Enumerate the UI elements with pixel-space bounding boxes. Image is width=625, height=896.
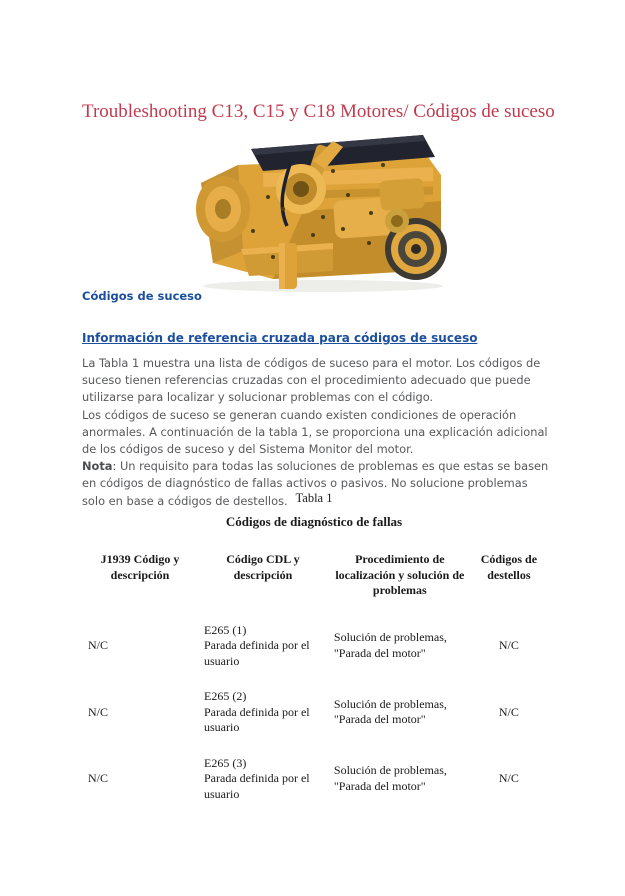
paragraph-1: La Tabla 1 muestra una lista de códigos de suceso para el motor. Los códigos de suceso tienen referencias cruzadas con el procedimiento adecuado que puede utilizarse para localizar y solucionar problemas con el código. [82,356,541,405]
cell-flash-code: N/C [498,638,519,652]
table-caption: Tabla 1 [295,491,333,505]
cell-flash-code: N/C [498,704,519,719]
nota-label: Nota [82,459,113,474]
table-title: Códigos de diagnóstico de fallas [225,514,403,529]
column-header-j1939: J1939 Código y descripción [100,552,180,582]
table-row [82,681,546,748]
cdl-code: E265 (1) [204,622,247,637]
column-header-procedure: Procedimiento de localización y solución de problemas [335,552,465,597]
paragraph-2: Los códigos de suceso se generan cuando existen condiciones de operación anormales. A continuación de la tabla 1, se proporciona una explicación adicional de los códigos de suceso y del Sistema Monitor del motor. [82,407,548,457]
cell-flash-code: N/C [498,771,519,785]
cdl-code: E265 (3) [204,755,247,770]
cdl-description: Parada definida por el usuario [204,771,310,801]
page-title: Troubleshooting C13, C15 y C18 Motores/ Códigos de suceso [82,101,555,122]
cell-j1939: N/C [88,638,109,652]
section-heading-codigos-de-suceso: Códigos de suceso [82,289,202,303]
engine-image [183,131,455,294]
table-header-row [82,548,546,615]
cell-cdl [198,748,328,815]
cdl-description: Parada definida por el usuario [204,704,310,734]
fault-codes-table [82,548,546,814]
cell-cdl [198,615,328,682]
cell-j1939: N/C [88,704,109,719]
table-row [82,748,546,815]
body-text-block [82,355,554,510]
column-header-cdl: Código CDL y descripción [226,552,300,582]
cell-cdl [198,681,328,748]
engine-illustration-svg [183,131,455,294]
table-row [82,615,546,682]
cdl-code: E265 (2) [204,689,247,703]
cell-procedure: Solución de problemas, "Parada del motor" [333,696,447,727]
cell-j1939: N/C [88,771,109,785]
crossref-heading: Información de referencia cruzada para códigos de suceso [82,331,478,345]
cell-procedure: Solución de problemas, "Parada del motor" [333,630,447,660]
cdl-description: Parada definida por el usuario [204,638,310,668]
nota-text: : Un requisito para todas las soluciones de problemas es que estas se basen en códigos de diagnóstico de fallas activos o pasivos. No solucione problemas solo en base a códigos de destellos. [82,459,549,508]
cell-procedure: Solución de problemas, "Parada del motor" [333,763,447,793]
column-header-flash-codes: Códigos de destellos [480,552,538,582]
